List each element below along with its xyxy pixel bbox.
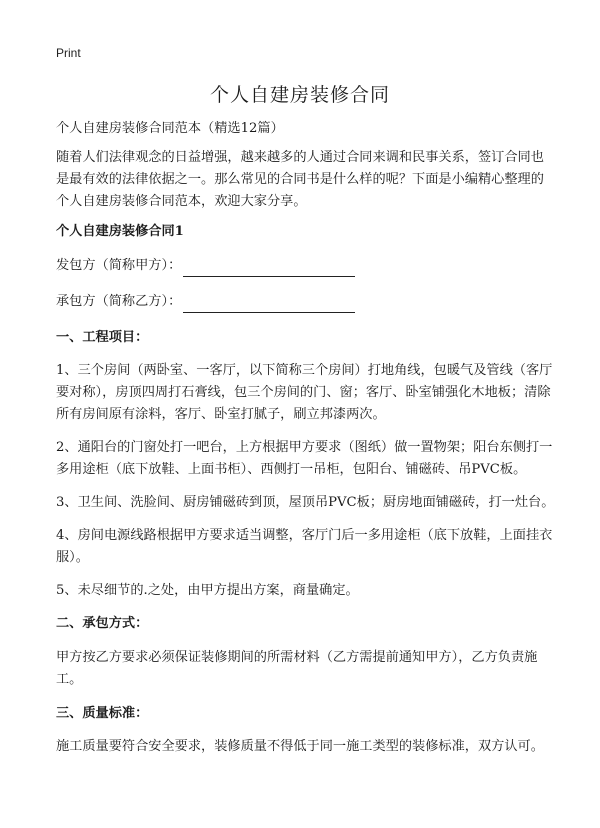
party-b-blank [183,297,355,313]
project-item: 4、房间电源线路根据甲方要求适当调整，客厅门后一多用途柜（底下放鞋，上面挂衣服）。 [56,528,553,565]
party-b-label: 承包方（简称乙方）： [56,294,182,309]
section-2-text: 甲方按乙方要求必须保证装修期间的所需材料（乙方需提前通知甲方），乙方负责施工。 [56,650,538,687]
project-item: 3、卫生间、洗脸间、厨房铺磁砖到顶，屋顶吊PVC板；厨房地面铺磁砖，打一灶台。 [56,495,555,510]
party-a-label: 发包方（简称甲方）： [56,258,182,273]
party-a-line [56,255,556,277]
document-body [56,118,556,770]
document-subtitle: 个人自建房装修合同范本（精选12篇） [56,121,284,136]
project-item: 1、三个房间（两卧室、一客厅，以下简称三个房间）打地角线，包暖气及管线（客厅要对称），房顶四周打石膏线，包三个房间的门、窗；客厅、卧室铺强化木地板；清除所有房间原有涂料，客厅、卧室打腻子，刷立邦漆两次。 [56,363,553,422]
contract-heading: 个人自建房装修合同1 [56,224,184,239]
print-link[interactable]: Print [56,46,81,60]
section-1-heading: 一、工程项目： [56,330,149,345]
project-item: 5、未尽细节的.之处，由甲方提出方案，商量确定。 [56,583,359,598]
document-title: 个人自建房装修合同 [209,84,390,106]
intro-paragraph: 随着人们法律观念的日益增强，越来越多的人通过合同来调和民事关系，签订合同也是最有效的法律依据之一。那么常见的合同书是什么样的呢？下面是小编精心整理的个人自建房装修合同范本，欢迎大家分享。 [56,150,544,209]
project-item: 2、通阳台的门窗处打一吧台，上方根据甲方要求（图纸）做一置物架；阳台东侧打一多用途柜（底下放鞋、上面书柜）、西侧打一吊柜，包阳台、铺磁砖、吊PVC板。 [56,440,553,477]
section-3-heading: 三、质量标准： [56,706,149,721]
party-b-line [56,291,556,313]
party-a-blank [183,261,355,277]
section-2-heading: 二、承包方式： [56,616,149,631]
section-3-text: 施工质量要符合安全要求，装修质量不得低于同一施工类型的装修标准，双方认可。 [56,739,544,754]
